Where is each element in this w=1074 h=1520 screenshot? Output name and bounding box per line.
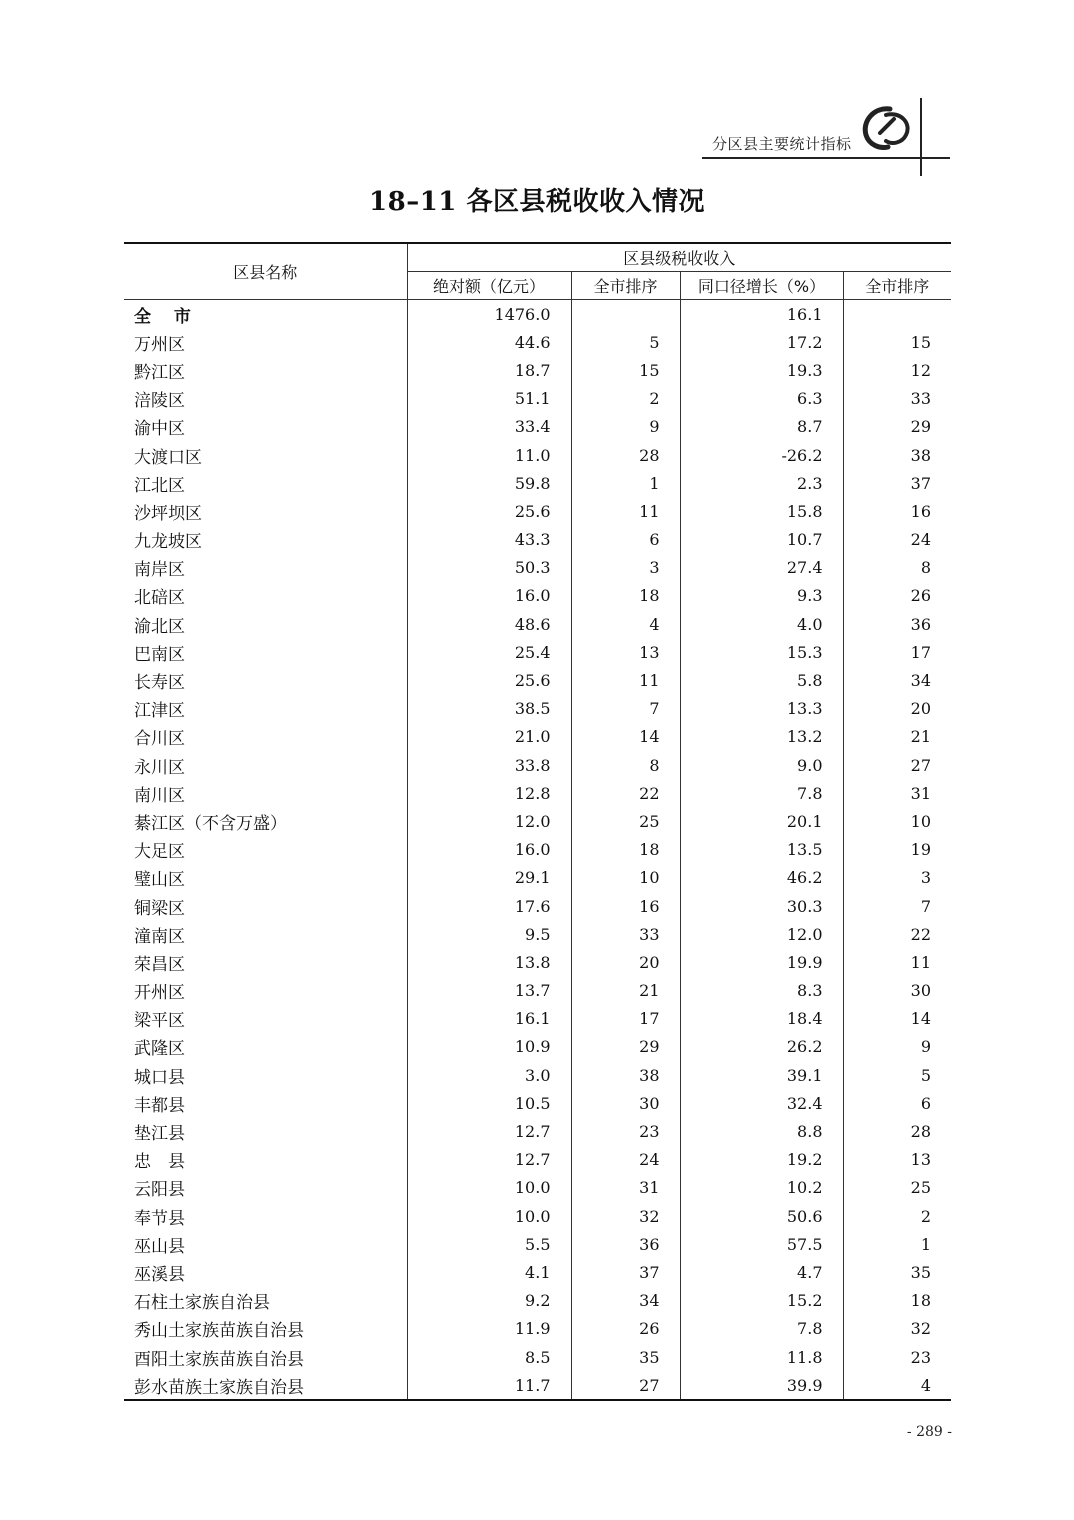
amount-rank-cell: 6	[571, 526, 680, 554]
amount-cell: 12.7	[407, 1146, 571, 1174]
column-header-amount: 绝对额（亿元）	[407, 272, 571, 300]
amount-cell: 18.7	[407, 356, 571, 384]
amount-rank-cell: 35	[571, 1343, 680, 1371]
growth-cell: 15.8	[680, 497, 843, 525]
amount-rank-cell: 36	[571, 1230, 680, 1258]
growth-rank-cell: 19	[910, 840, 932, 860]
amount-cell: 11.7	[407, 1371, 571, 1400]
amount-rank-cell: 13	[571, 638, 680, 666]
amount-rank-cell: 3	[571, 554, 680, 582]
table-row	[124, 1230, 951, 1258]
table-row	[124, 356, 951, 384]
district-name-cell: 荣昌区	[124, 948, 407, 976]
growth-rank-cell: 8	[920, 558, 932, 578]
table-row	[124, 977, 951, 1005]
growth-rank-cell: 5	[920, 1065, 932, 1085]
amount-rank-cell: 17	[571, 1005, 680, 1033]
growth-rank-cell: 3	[920, 868, 932, 888]
growth-rank-cell: 29	[910, 417, 932, 437]
district-name-cell: 九龙坡区	[124, 526, 407, 554]
amount-rank-cell: 30	[571, 1089, 680, 1117]
amount-rank-cell	[571, 300, 680, 329]
column-header-amount-rank: 全市排序	[571, 272, 680, 300]
amount-rank-cell: 32	[571, 1202, 680, 1230]
growth-rank-cell: 34	[910, 671, 932, 691]
amount-rank-cell: 11	[571, 666, 680, 694]
amount-cell: 29.1	[407, 864, 571, 892]
growth-cell: 19.9	[680, 948, 843, 976]
district-name-cell: 巫溪县	[124, 1258, 407, 1286]
table-row	[124, 864, 951, 892]
amount-rank-cell: 16	[571, 892, 680, 920]
growth-rank-cell: 2	[920, 1206, 932, 1226]
table-row	[124, 328, 951, 356]
amount-rank-cell: 24	[571, 1146, 680, 1174]
amount-cell: 50.3	[407, 554, 571, 582]
growth-rank-cell	[843, 300, 951, 329]
tax-revenue-table	[124, 242, 951, 1401]
growth-cell: 4.7	[680, 1258, 843, 1286]
growth-rank-cell: 20	[910, 699, 932, 719]
growth-rank-cell: 22	[910, 924, 932, 944]
district-name-cell: 合川区	[124, 723, 407, 751]
amount-cell: 16.0	[407, 836, 571, 864]
table-row	[124, 385, 951, 413]
district-name-cell: 城口县	[124, 1061, 407, 1089]
district-name-cell: 全 市	[124, 300, 407, 329]
growth-cell: 17.2	[680, 328, 843, 356]
growth-rank-cell: 31	[910, 783, 932, 803]
growth-cell: 8.3	[680, 977, 843, 1005]
growth-rank-cell: 32	[910, 1319, 932, 1339]
amount-cell: 9.5	[407, 920, 571, 948]
district-name-cell: 石柱土家族自治县	[124, 1287, 407, 1315]
amount-cell: 11.0	[407, 441, 571, 469]
amount-rank-cell: 34	[571, 1287, 680, 1315]
growth-cell: 2.3	[680, 469, 843, 497]
statistics-logo-icon	[860, 103, 916, 153]
growth-rank-cell: 33	[910, 389, 932, 409]
amount-rank-cell: 26	[571, 1315, 680, 1343]
growth-cell: 8.7	[680, 413, 843, 441]
growth-rank-cell: 7	[920, 896, 932, 916]
growth-cell: 9.3	[680, 582, 843, 610]
growth-cell: 13.2	[680, 723, 843, 751]
growth-cell: 39.1	[680, 1061, 843, 1089]
growth-cell: 15.3	[680, 638, 843, 666]
district-name-cell: 璧山区	[124, 864, 407, 892]
growth-cell: 19.2	[680, 1146, 843, 1174]
growth-rank-cell: 36	[910, 614, 932, 634]
table-row	[124, 892, 951, 920]
district-name-cell: 潼南区	[124, 920, 407, 948]
amount-rank-cell: 1	[571, 469, 680, 497]
table-row	[124, 1033, 951, 1061]
district-name-cell: 黔江区	[124, 356, 407, 384]
district-name-cell: 江北区	[124, 469, 407, 497]
amount-cell: 21.0	[407, 723, 571, 751]
amount-cell: 51.1	[407, 385, 571, 413]
growth-rank-cell: 35	[910, 1262, 932, 1282]
growth-cell: 9.0	[680, 751, 843, 779]
column-group-header: 区县级税收收入	[407, 243, 951, 272]
growth-cell: 4.0	[680, 610, 843, 638]
amount-rank-cell: 15	[571, 356, 680, 384]
amount-rank-cell: 21	[571, 977, 680, 1005]
growth-cell: 7.8	[680, 779, 843, 807]
column-header-growth: 同口径增长（%）	[680, 272, 843, 300]
growth-cell: 50.6	[680, 1202, 843, 1230]
amount-cell: 5.5	[407, 1230, 571, 1258]
growth-cell: 57.5	[680, 1230, 843, 1258]
table-row	[124, 610, 951, 638]
district-name-cell: 彭水苗族土家族自治县	[124, 1371, 407, 1400]
growth-rank-cell: 11	[910, 952, 932, 972]
table-row	[124, 554, 951, 582]
amount-rank-cell: 18	[571, 836, 680, 864]
growth-cell: 46.2	[680, 864, 843, 892]
table-row	[124, 1117, 951, 1145]
table-row	[124, 751, 951, 779]
growth-rank-cell: 27	[910, 755, 932, 775]
amount-cell: 13.7	[407, 977, 571, 1005]
growth-rank-cell: 1	[920, 1234, 932, 1254]
amount-cell: 11.9	[407, 1315, 571, 1343]
table-body	[124, 300, 951, 1401]
growth-cell: 8.8	[680, 1117, 843, 1145]
amount-rank-cell: 29	[571, 1033, 680, 1061]
growth-cell: 39.9	[680, 1371, 843, 1400]
amount-cell: 25.6	[407, 497, 571, 525]
amount-cell: 4.1	[407, 1258, 571, 1286]
growth-cell: 6.3	[680, 385, 843, 413]
growth-cell: 13.5	[680, 836, 843, 864]
amount-rank-cell: 37	[571, 1258, 680, 1286]
header-vertical-rule	[920, 98, 922, 176]
district-name-cell: 丰都县	[124, 1089, 407, 1117]
section-tag: 分区县主要统计指标	[712, 135, 852, 153]
amount-rank-cell: 10	[571, 864, 680, 892]
growth-cell: 5.8	[680, 666, 843, 694]
growth-cell: 16.1	[680, 300, 843, 329]
district-name-cell: 永川区	[124, 751, 407, 779]
amount-rank-cell: 33	[571, 920, 680, 948]
district-name-cell: 南岸区	[124, 554, 407, 582]
amount-rank-cell: 4	[571, 610, 680, 638]
amount-rank-cell: 27	[571, 1371, 680, 1400]
district-name-cell: 北碚区	[124, 582, 407, 610]
growth-rank-cell: 14	[910, 1009, 932, 1029]
growth-rank-cell: 18	[910, 1291, 932, 1311]
amount-rank-cell: 22	[571, 779, 680, 807]
growth-rank-cell: 28	[910, 1122, 932, 1142]
header-rule	[702, 157, 950, 159]
amount-rank-cell: 28	[571, 441, 680, 469]
table-row	[124, 638, 951, 666]
amount-rank-cell: 38	[571, 1061, 680, 1089]
table-row	[124, 807, 951, 835]
growth-rank-cell: 26	[910, 586, 932, 606]
district-name-cell: 云阳县	[124, 1174, 407, 1202]
growth-cell: 15.2	[680, 1287, 843, 1315]
amount-cell: 38.5	[407, 695, 571, 723]
district-name-cell: 秀山土家族苗族自治县	[124, 1315, 407, 1343]
district-name-cell: 大渡口区	[124, 441, 407, 469]
district-name-cell: 綦江区（不含万盛）	[124, 807, 407, 835]
table-row	[124, 582, 951, 610]
amount-cell: 10.5	[407, 1089, 571, 1117]
district-name-cell: 巫山县	[124, 1230, 407, 1258]
amount-cell: 16.1	[407, 1005, 571, 1033]
district-name-cell: 沙坪坝区	[124, 497, 407, 525]
growth-cell: 7.8	[680, 1315, 843, 1343]
amount-cell: 12.8	[407, 779, 571, 807]
growth-rank-cell: 17	[910, 642, 932, 662]
amount-cell: 25.4	[407, 638, 571, 666]
table-row	[124, 1146, 951, 1174]
amount-cell: 33.8	[407, 751, 571, 779]
table-row	[124, 836, 951, 864]
growth-rank-cell: 15	[910, 332, 932, 352]
amount-cell: 1476.0	[407, 300, 571, 329]
table-row	[124, 441, 951, 469]
amount-cell: 48.6	[407, 610, 571, 638]
table-row	[124, 920, 951, 948]
table-row	[124, 1343, 951, 1371]
amount-cell: 17.6	[407, 892, 571, 920]
amount-cell: 33.4	[407, 413, 571, 441]
amount-cell: 10.9	[407, 1033, 571, 1061]
amount-rank-cell: 23	[571, 1117, 680, 1145]
amount-cell: 3.0	[407, 1061, 571, 1089]
amount-rank-cell: 20	[571, 948, 680, 976]
district-name-cell: 巴南区	[124, 638, 407, 666]
table-row	[124, 948, 951, 976]
amount-rank-cell: 18	[571, 582, 680, 610]
amount-rank-cell: 25	[571, 807, 680, 835]
growth-cell: -26.2	[680, 441, 843, 469]
growth-rank-cell: 24	[910, 530, 932, 550]
district-name-cell: 开州区	[124, 977, 407, 1005]
table-row	[124, 1061, 951, 1089]
district-name-cell: 铜梁区	[124, 892, 407, 920]
growth-rank-cell: 4	[920, 1375, 932, 1395]
district-name-cell: 忠 县	[124, 1146, 407, 1174]
growth-rank-cell: 23	[910, 1347, 932, 1367]
growth-cell: 32.4	[680, 1089, 843, 1117]
table-row	[124, 1174, 951, 1202]
table-row	[124, 1371, 951, 1400]
table-row	[124, 1089, 951, 1117]
amount-cell: 10.0	[407, 1174, 571, 1202]
table-row	[124, 1258, 951, 1286]
amount-rank-cell: 7	[571, 695, 680, 723]
amount-rank-cell: 9	[571, 413, 680, 441]
growth-rank-cell: 13	[910, 1150, 932, 1170]
amount-rank-cell: 14	[571, 723, 680, 751]
amount-rank-cell: 5	[571, 328, 680, 356]
district-name-cell: 南川区	[124, 779, 407, 807]
growth-rank-cell: 37	[910, 473, 932, 493]
district-name-cell: 酉阳土家族苗族自治县	[124, 1343, 407, 1371]
amount-cell: 13.8	[407, 948, 571, 976]
growth-rank-cell: 30	[910, 981, 932, 1001]
growth-cell: 10.7	[680, 526, 843, 554]
column-header-growth-rank: 全市排序	[865, 277, 930, 296]
district-name-cell: 武隆区	[124, 1033, 407, 1061]
amount-cell: 10.0	[407, 1202, 571, 1230]
page-title: 18–11 各区县税收收入情况	[369, 187, 705, 217]
table-row	[124, 413, 951, 441]
growth-rank-cell: 12	[910, 360, 932, 380]
growth-cell: 30.3	[680, 892, 843, 920]
growth-cell: 10.2	[680, 1174, 843, 1202]
district-name-cell: 渝中区	[124, 413, 407, 441]
table-row	[124, 1287, 951, 1315]
table-row	[124, 779, 951, 807]
growth-rank-cell: 9	[920, 1037, 932, 1057]
district-name-cell: 长寿区	[124, 666, 407, 694]
growth-rank-cell: 10	[910, 811, 932, 831]
growth-rank-cell: 21	[910, 727, 932, 747]
amount-rank-cell: 2	[571, 385, 680, 413]
amount-rank-cell: 11	[571, 497, 680, 525]
table-row	[124, 666, 951, 694]
table-row-total	[124, 300, 951, 329]
amount-cell: 59.8	[407, 469, 571, 497]
growth-cell: 12.0	[680, 920, 843, 948]
amount-cell: 12.0	[407, 807, 571, 835]
growth-rank-cell: 6	[920, 1093, 932, 1113]
table-row	[124, 695, 951, 723]
growth-cell: 27.4	[680, 554, 843, 582]
table-row	[124, 1005, 951, 1033]
amount-cell: 12.7	[407, 1117, 571, 1145]
district-name-cell: 梁平区	[124, 1005, 407, 1033]
table-row	[124, 1315, 951, 1343]
growth-rank-cell: 38	[910, 445, 932, 465]
district-name-cell: 渝北区	[124, 610, 407, 638]
table-row	[124, 526, 951, 554]
district-name-cell: 大足区	[124, 836, 407, 864]
growth-cell: 26.2	[680, 1033, 843, 1061]
amount-rank-cell: 8	[571, 751, 680, 779]
column-header-district: 区县名称	[124, 243, 407, 300]
growth-rank-cell: 16	[910, 501, 932, 521]
district-name-cell: 江津区	[124, 695, 407, 723]
amount-cell: 44.6	[407, 328, 571, 356]
amount-rank-cell: 31	[571, 1174, 680, 1202]
growth-rank-cell: 25	[910, 1178, 932, 1198]
district-name-cell: 垫江县	[124, 1117, 407, 1145]
amount-cell: 25.6	[407, 666, 571, 694]
district-name-cell: 万州区	[124, 328, 407, 356]
table-row	[124, 497, 951, 525]
page-number: - 289 -	[906, 1424, 952, 1440]
table-row	[124, 1202, 951, 1230]
table-row	[124, 723, 951, 751]
growth-cell: 13.3	[680, 695, 843, 723]
table-row	[124, 469, 951, 497]
amount-cell: 8.5	[407, 1343, 571, 1371]
growth-cell: 18.4	[680, 1005, 843, 1033]
district-name-cell: 涪陵区	[124, 385, 407, 413]
amount-cell: 43.3	[407, 526, 571, 554]
growth-cell: 20.1	[680, 807, 843, 835]
amount-cell: 16.0	[407, 582, 571, 610]
growth-cell: 11.8	[680, 1343, 843, 1371]
district-name-cell: 奉节县	[124, 1202, 407, 1230]
growth-cell: 19.3	[680, 356, 843, 384]
amount-cell: 9.2	[407, 1287, 571, 1315]
